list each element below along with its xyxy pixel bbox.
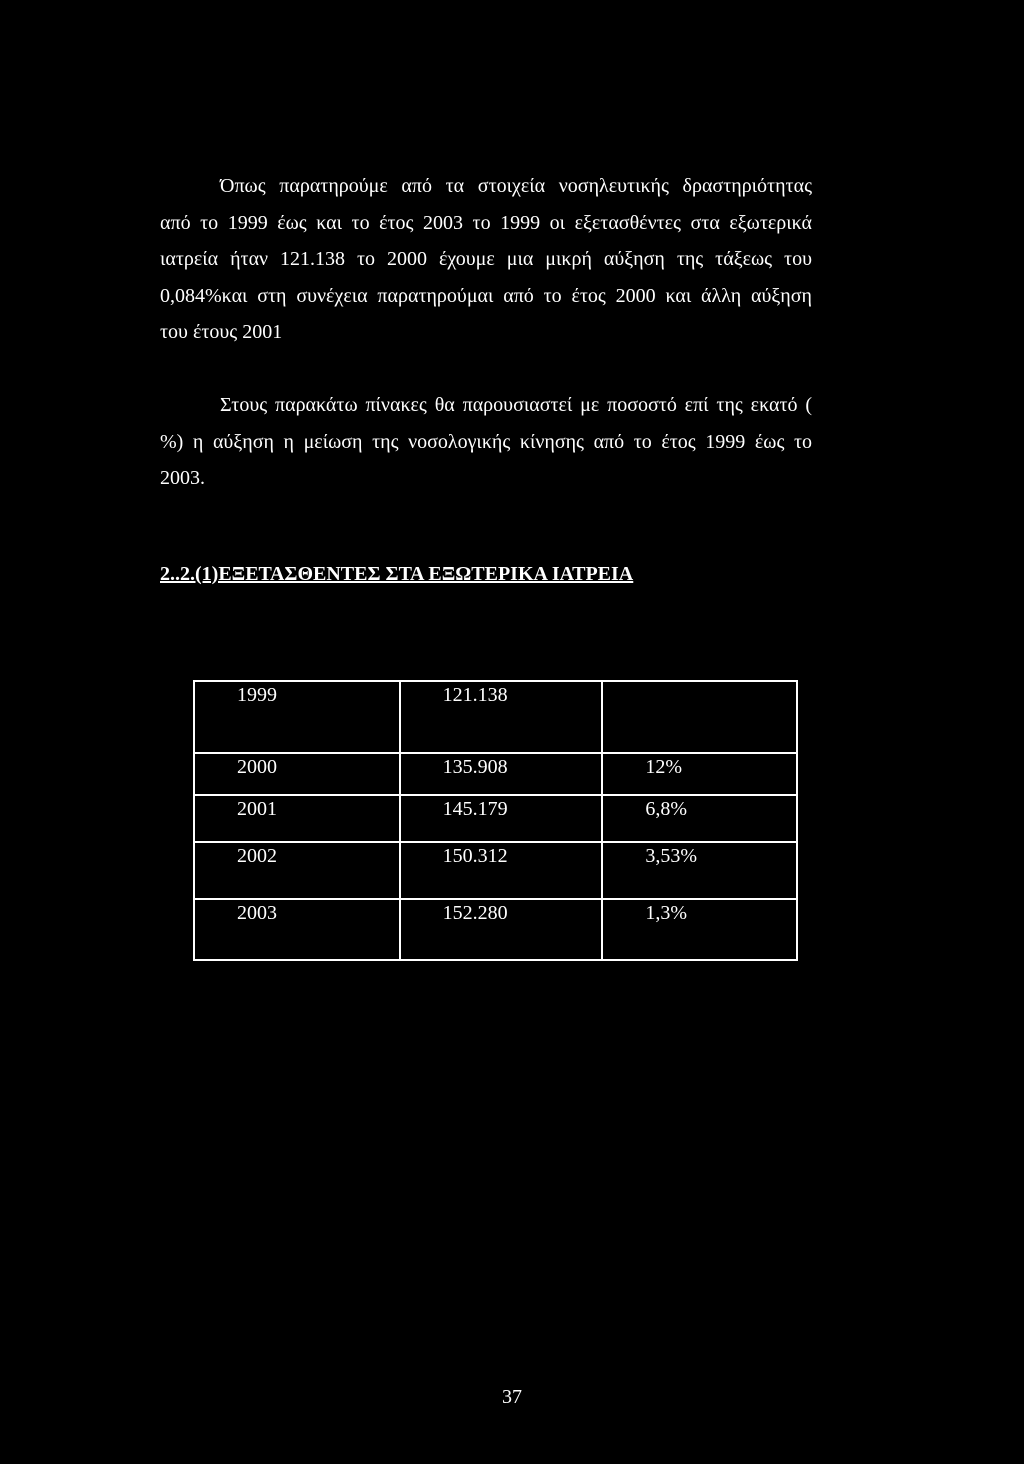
count-cell: 150.312: [400, 842, 603, 899]
year-cell: 1999: [194, 681, 400, 753]
table-row: [194, 681, 797, 753]
year-cell: 2001: [194, 795, 400, 842]
description-line: Στους παρακάτω πίνακες θα παρουσιαστεί με ποσοστό επί της εκατό (: [220, 394, 812, 416]
description-line: 2003.: [160, 467, 205, 489]
year-cell: 2000: [194, 753, 400, 795]
intro-line: 0,084%και στη συνέχεια παρατηρούμαι από το έτος 2000 και άλλη αύξηση: [160, 284, 812, 307]
table-row: [194, 899, 797, 960]
intro-line: του έτους 2001: [160, 321, 283, 343]
section-heading: 2..2.(1)ΕΞΕΤΑΣΘΕΝΤΕΣ ΣΤΑ ΕΞΩΤΕΡΙΚΑ ΙΑΤΡΕΙΑ: [160, 563, 634, 585]
table-row: [194, 842, 797, 899]
page-number: 37: [502, 1386, 522, 1408]
intro-paragraph: [160, 168, 812, 351]
change-cell: 12%: [602, 753, 797, 795]
year-cell: 2003: [194, 899, 400, 960]
description-line: %) η αύξηση η μείωση της νοσολογικής κίνησης από το έτος 1999 έως το: [160, 430, 812, 453]
change-cell: 1,3%: [602, 899, 797, 960]
count-cell: 135.908: [400, 753, 603, 795]
intro-line: Όπως παρατηρούμε από τα στοιχεία νοσηλευτικής δραστηριότητας: [220, 175, 812, 197]
intro-line: ιατρεία ήταν 121.138 το 2000 έχουμε μια μικρή αύξηση της τάξεως του: [160, 248, 812, 270]
intro-line: από το 1999 έως και το έτος 2003 το 1999 οι εξετασθέντες στα εξωτερικά: [160, 211, 812, 234]
change-cell: [602, 681, 797, 753]
change-cell: 6,8%: [602, 795, 797, 842]
count-cell: 121.138: [400, 681, 603, 753]
year-cell: 2002: [194, 842, 400, 899]
count-cell: 145.179: [400, 795, 603, 842]
table-row: [194, 753, 797, 795]
outpatient-table: [193, 680, 798, 961]
tables-description-paragraph: [160, 387, 812, 497]
change-cell: 3,53%: [602, 842, 797, 899]
table-row: [194, 795, 797, 842]
count-cell: 152.280: [400, 899, 603, 960]
